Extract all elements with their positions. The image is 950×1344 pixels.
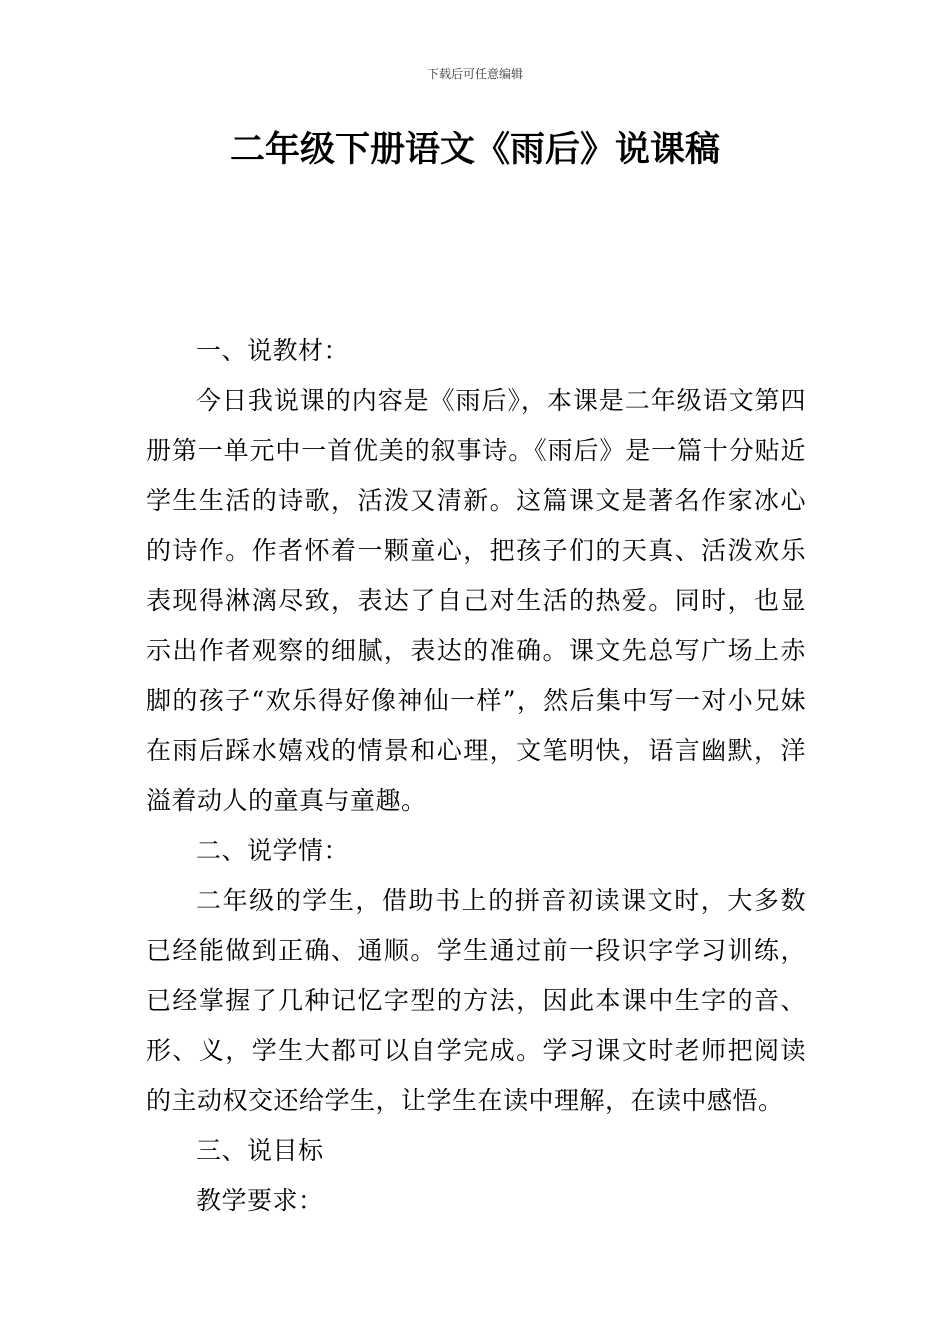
document-body <box>146 326 806 1226</box>
section-heading-students: 二、说学情： <box>196 836 350 865</box>
paragraph-textbook: 今日我说课的内容是《雨后》，本课是二年级语文第四册第一单元中一首优美的叙事诗。《雨后》是一篇十分贴近学生生活的诗歌，活泼又清新。这篇课文是著名作家冰心的诗作。作者怀着一颗童心，把孩子们的天真、活泼欢乐表现得淋漓尽致，表达了自己对生活的热爱。同时，也显示出作者观察的细腻，表达的准确。课文先总写广场上赤脚的孩子“欢乐得好像神仙一样”，然后集中写一对小兄妹在雨后踩水嬉戏的情景和心理，文笔明快，语言幽默，洋溢着动人的童真与童趣。 <box>146 386 806 815</box>
header-note: 下载后可任意编辑 <box>426 67 523 81</box>
subheading-teaching-requirements: 教学要求： <box>196 1186 324 1215</box>
document-title: 二年级下册语文《雨后》说课稿 <box>229 130 720 170</box>
section-heading-textbook: 一、说教材： <box>196 336 350 365</box>
paragraph-students: 二年级的学生，借助书上的拼音初读课文时，大多数已经能做到正确、通顺。学生通过前一段识字学习训练，已经掌握了几种记忆字型的方法，因此本课中生字的音、形、义，学生大都可以自学完成。学习课文时老师把阅读的主动权交还给学生，让学生在读中理解，在读中感悟。 <box>146 886 806 1115</box>
section-heading-goals: 三、说目标 <box>196 1136 324 1165</box>
